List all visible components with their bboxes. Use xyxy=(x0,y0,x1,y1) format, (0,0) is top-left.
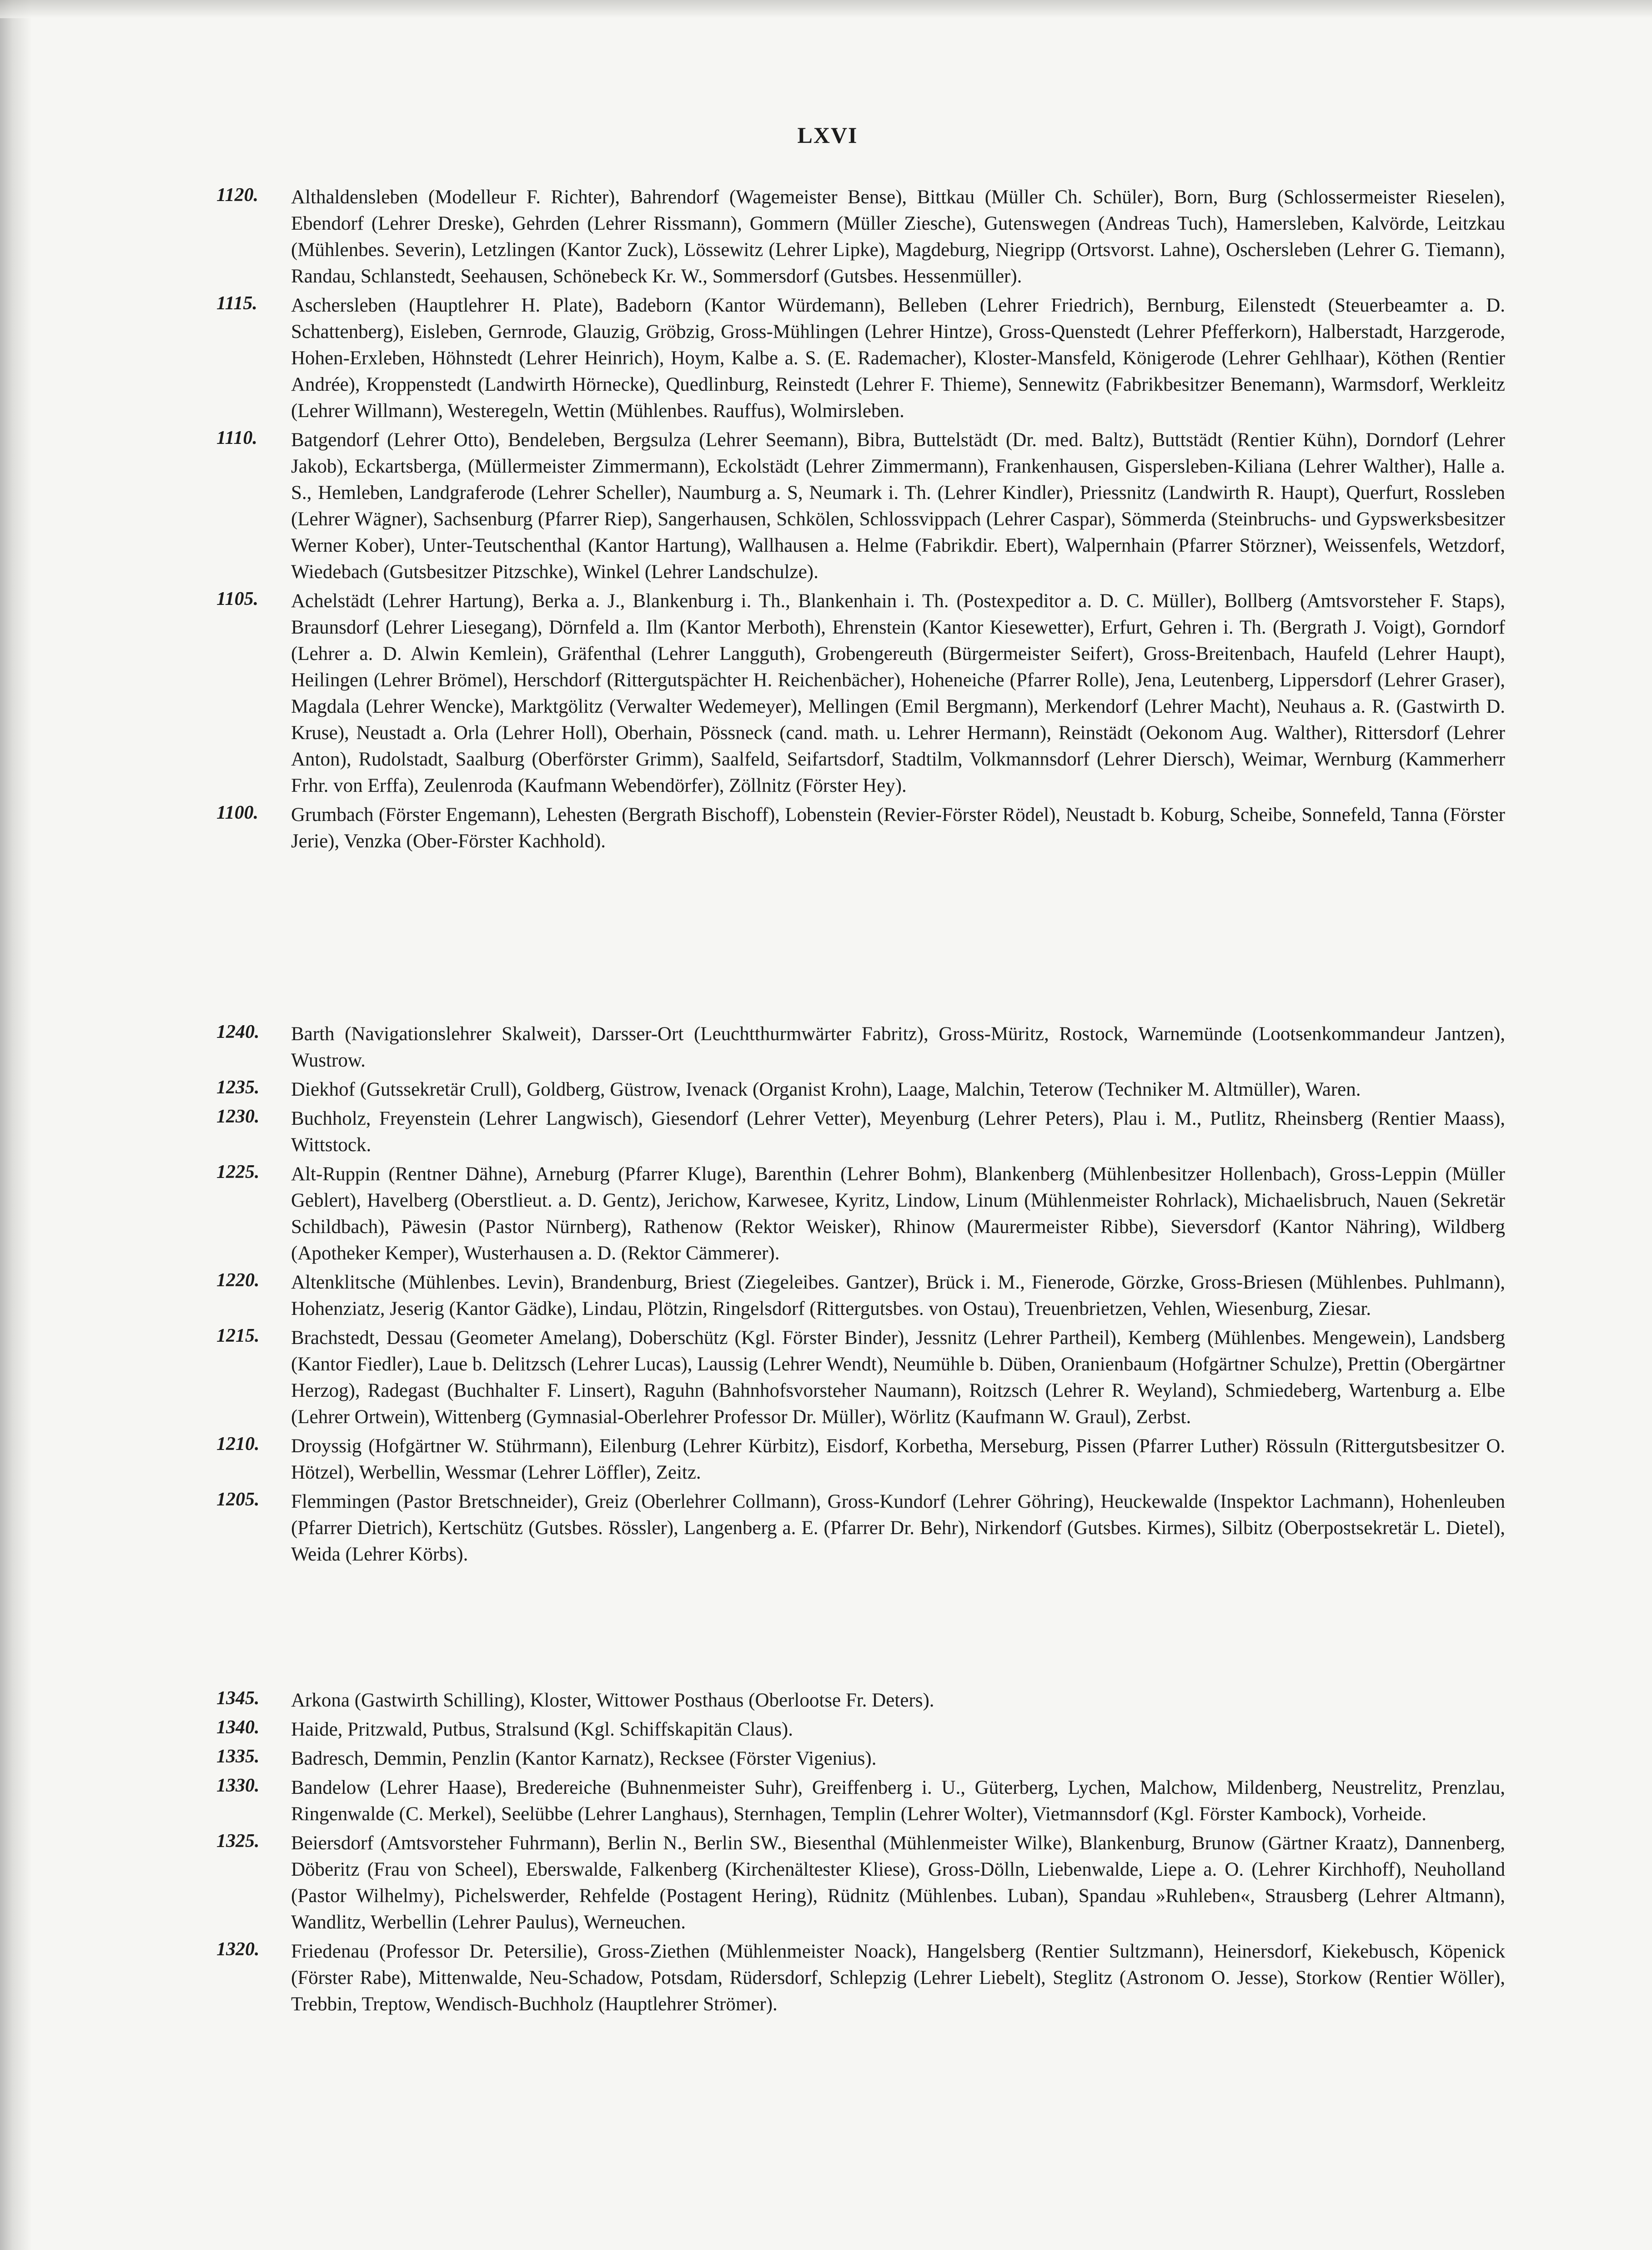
list-entry xyxy=(216,184,1505,290)
list-entry xyxy=(216,1775,1505,1827)
entry-text: Althaldensleben (Modelleur F. Richter), Bahrendorf (Wagemeister Bense), Bittkau (Müller Ch. Schüler), Born, Burg (Schlossermeister Rieselen), Ebendorf (Lehrer Dreske), Gehrden (Lehrer Rissmann), Gommern (Müller Ziesche), Gutenswegen (Andreas Tuch), Hamersleben, Kalvörde, Leitzkau (Mühlenbes. Severin), Letzlingen (Kantor Zuck), Lössewitz (Lehrer Lipke), Magdeburg, Niegripp (Ortsvorst. Lahne), Oschersleben (Lehrer G. Tiemann), Randau, Schlanstedt, Seehausen, Schönebeck Kr. W., Sommersdorf (Gutsbes. Hessenmüller). xyxy=(291,186,1505,287)
list-entry xyxy=(216,1077,1505,1103)
entry-text: Flemmingen (Pastor Bretschneider), Greiz (Oberlehrer Collmann), Gross-Kundorf (Lehrer Göhring), Heuckewalde (Inspektor Lachmann), Hohenleuben (Pfarrer Dietrich), Kertschütz (Gutsbes. Rössler), Langenberg a. E. (Pfarrer Dr. Behr), Nirkendorf (Gutsbes. Kirmes), Silbitz (Oberpostsekretär L. Dietel), Weida (Lehrer Körbs). xyxy=(291,1491,1505,1565)
section-block xyxy=(216,1021,1505,1570)
list-entry xyxy=(216,1716,1505,1743)
entry-number: 1230. xyxy=(216,1106,260,1127)
entry-text: Brachstedt, Dessau (Geometer Amelang), Doberschütz (Kgl. Förster Binder), Jessnitz (Lehrer Partheil), Kemberg (Mühlenbes. Mengewein), Landsberg (Kantor Fiedler), Laue b. Delitzsch (Lehrer Lucas), Laussig (Lehrer Wendt), Neumühle b. Düben, Oranienbaum (Hofgärtner Schulze), Prettin (Obergärtner Herzog), Radegast (Buchhalter F. Linsert), Raguhn (Bahnhofsvorsteher Naumann), Roitzsch (Lehrer R. Weyland), Schmiedeberg, Wartenburg a. Elbe (Lehrer Ortwein), Wittenberg (Gymnasial-Oberlehrer Professor Dr. Müller), Wörlitz (Kaufmann W. Graul), Zerbst. xyxy=(291,1327,1505,1428)
entry-text: Aschersleben (Hauptlehrer H. Plate), Badeborn (Kantor Würdemann), Belleben (Lehrer Friedrich), Bernburg, Eilenstedt (Steuerbeamter a. D. Schattenberg), Eisleben, Gernrode, Glauzig, Gröbzig, Gross-Mühlingen (Lehrer Hintze), Gross-Quenstedt (Lehrer Pfefferkorn), Halberstadt, Harzgerode, Hohen-Erxleben, Höhnstedt (Lehrer Heinrich), Hoym, Kalbe a. S. (E. Rademacher), Kloster-Mansfeld, Königerode (Lehrer Gehlhaar), Köthen (Rentier Andrée), Kroppenstedt (Landwirth Hörnecke), Quedlinburg, Reinstedt (Lehrer F. Thieme), Sennewitz (Fabrikbesitzer Benemann), Warmsdorf, Werkleitz (Lehrer Willmann), Westeregeln, Wettin (Mühlenbes. Rauffus), Wolmirsleben. xyxy=(291,295,1505,422)
entry-number: 1330. xyxy=(216,1775,260,1796)
list-entry xyxy=(216,1325,1505,1430)
entry-number: 1235. xyxy=(216,1077,260,1098)
entry-text: Altenklitsche (Mühlenbes. Levin), Brandenburg, Briest (Ziegeleibes. Gantzer), Brück i. M., Fienerode, Görzke, Gross-Briesen (Mühlenbes. Puhlmann), Hohenziatz, Jeserig (Kantor Gädke), Lindau, Plötzin, Ringelsdorf (Rittergutsbes. von Ostau), Treuenbrietzen, Vehlen, Wiesenburg, Ziesar. xyxy=(291,1272,1505,1319)
entry-text: Buchholz, Freyenstein (Lehrer Langwisch), Giesendorf (Lehrer Vetter), Meyenburg (Lehrer Peters), Plau i. M., Putlitz, Rheinsberg (Rentier Maass), Wittstock. xyxy=(291,1108,1505,1156)
page-edge-shadow xyxy=(0,0,32,2250)
entry-text: Barth (Navigationslehrer Skalweit), Darsser-Ort (Leuchtthurmwärter Fabritz), Gross-Müritz, Rostock, Warnemünde (Lootsenkommandeur Jantzen), Wustrow. xyxy=(291,1023,1505,1071)
page-top-shadow xyxy=(0,0,1652,18)
entry-number: 1105. xyxy=(216,589,259,609)
entry-text: Arkona (Gastwirth Schilling), Kloster, Wittower Posthaus (Oberlootse Fr. Deters). xyxy=(291,1690,934,1711)
entry-number: 1220. xyxy=(216,1270,260,1291)
list-entry xyxy=(216,1830,1505,1936)
list-entry xyxy=(216,1489,1505,1568)
entry-text: Droyssig (Hofgärtner W. Stührmann), Eilenburg (Lehrer Kürbitz), Eisdorf, Korbetha, Merseburg, Pissen (Pfarrer Luther) Rössuln (Rittergutsbesitzer O. Hötzel), Werbellin, Wessmar (Lehrer Löffler), Zeitz. xyxy=(291,1435,1505,1483)
list-entry xyxy=(216,1161,1505,1267)
entry-text: Grumbach (Förster Engemann), Lehesten (Bergrath Bischoff), Lobenstein (Revier-Förster Rödel), Neustadt b. Koburg, Scheibe, Sonnefeld, Tanna (Förster Jerie), Venzka (Ober-Förster Kachhold). xyxy=(291,804,1505,852)
list-entry xyxy=(216,1746,1505,1772)
entry-text: Alt-Ruppin (Rentner Dähne), Arneburg (Pfarrer Kluge), Barenthin (Lehrer Bohm), Blankenberg (Mühlenbesitzer Hollenbach), Gross-Leppin (Müller Geblert), Havelberg (Oberstlieut. a. D. Gentz), Jerichow, Karwesee, Kyritz, Lindow, Linum (Mühlenmeister Rohrlack), Michaelisbruch, Nauen (Sekretär Schildbach), Päwesin (Pastor Nürnberg), Rathenow (Rektor Weisker), Rhinow (Maurermeister Ribbe), Sieversdorf (Kantor Nähring), Wildberg (Apotheker Kemper), Wusterhausen a. D. (Rektor Cämmerer). xyxy=(291,1163,1505,1264)
entry-number: 1335. xyxy=(216,1746,260,1767)
entry-text: Diekhof (Gutssekretär Crull), Goldberg, Güstrow, Ivenack (Organist Krohn), Laage, Malchin, Teterow (Techniker M. Altmüller), Waren. xyxy=(291,1079,1361,1100)
entry-text: Haide, Pritzwald, Putbus, Stralsund (Kgl. Schiffskapitän Claus). xyxy=(291,1719,793,1740)
list-entry xyxy=(216,1269,1505,1322)
entry-number: 1325. xyxy=(216,1831,260,1852)
entry-number: 1205. xyxy=(216,1489,260,1510)
entry-text: Beiersdorf (Amtsvorsteher Fuhrmann), Berlin N., Berlin SW., Biesenthal (Mühlenmeister Wilke), Blankenburg, Brunow (Gärtner Kraatz), Dannenberg, Döberitz (Frau von Scheel), Eberswalde, Falkenberg (Kirchenältester Kliese), Gross-Dölln, Liebenwalde, Liepe a. O. (Lehrer Kirchhoff), Neuholland (Pastor Wilhelmy), Pichelswerder, Rehfelde (Postagent Hering), Rüdnitz (Mühlenbes. Luban), Spandau »Ruhleben«, Strausberg (Lehrer Altmann), Wandlitz, Werbellin (Lehrer Paulus), Werneuchen. xyxy=(291,1832,1505,1933)
entry-number: 1215. xyxy=(216,1325,260,1346)
entry-number: 1320. xyxy=(216,1939,260,1960)
entry-number: 1115. xyxy=(216,293,257,314)
list-entry xyxy=(216,802,1505,855)
entry-number: 1240. xyxy=(216,1022,260,1042)
list-entry xyxy=(216,1021,1505,1074)
list-entry xyxy=(216,427,1505,585)
entry-text: Achelstädt (Lehrer Hartung), Berka a. J., Blankenburg i. Th., Blankenhain i. Th. (Postexpeditor a. D. C. Müller), Bollberg (Amtsvorsteher F. Staps), Braunsdorf (Lehrer Liesegang), Dörnfeld a. Ilm (Kantor Merboth), Ehrenstein (Kantor Kiesewetter), Erfurt, Gehren i. Th. (Bergrath J. Voigt), Gorndorf (Lehrer a. D. Alwin Kemlein), Gräfenthal (Lehrer Langguth), Grobengereuth (Bürgermeister Seifert), Gross-Breitenbach, Haufeld (Lehrer Haupt), Heilingen (Lehrer Brömel), Herschdorf (Rittergutspächter H. Reichenbächer), Hoheneiche (Pfarrer Rolle), Jena, Leutenberg, Lippersdorf (Lehrer Graser), Magdala (Lehrer Wencke), Marktgölitz (Verwalter Wedemeyer), Mellingen (Emil Bergmann), Merkendorf (Lehrer Macht), Neuhaus a. R. (Gastwirth D. Kruse), Neustadt a. Orla (Lehrer Holl), Oberhain, Pössneck (cand. math. u. Lehrer Hermann), Reinstädt (Oekonom Aug. Walther), Rittersdorf (Lehrer Anton), Rudolstadt, Saalburg (Oberförster Grimm), Saalfeld, Seifartsdorf, Stadtilm, Volkmannsdorf (Lehrer Diersch), Weimar, Wernburg (Kammerherr Frhr. von Erffa), Zeulenroda (Kaufmann Webendörfer), Zöllnitz (Förster Hey). xyxy=(291,590,1505,796)
section-block xyxy=(216,184,1505,857)
entry-number: 1340. xyxy=(216,1717,260,1738)
entry-text: Badresch, Demmin, Penzlin (Kantor Karnatz), Recksee (Förster Vigenius). xyxy=(291,1748,877,1769)
entry-number: 1225. xyxy=(216,1162,260,1183)
page-number: LXVI xyxy=(797,122,858,148)
list-entry xyxy=(216,588,1505,799)
list-entry xyxy=(216,1938,1505,2018)
entry-number: 1120. xyxy=(216,185,259,206)
list-entry xyxy=(216,292,1505,424)
list-entry xyxy=(216,1687,1505,1714)
entry-text: Bandelow (Lehrer Haase), Bredereiche (Buhnenmeister Suhr), Greiffenberg i. U., Güterberg, Lychen, Malchow, Mildenberg, Neustrelitz, Prenzlau, Ringenwalde (C. Merkel), Seelübbe (Lehrer Langhaus), Sternhagen, Templin (Lehrer Wolter), Vietmannsdorf (Kgl. Förster Kambock), Vorheide. xyxy=(291,1777,1505,1825)
entry-number: 1345. xyxy=(216,1688,260,1709)
list-entry xyxy=(216,1433,1505,1486)
entry-text: Friedenau (Professor Dr. Petersilie), Gross-Ziethen (Mühlenmeister Noack), Hangelsberg (Rentier Sultzmann), Heinersdorf, Kiekebusch, Köpenick (Förster Rabe), Mittenwalde, Neu-Schadow, Potsdam, Rüdersdorf, Schlepzig (Lehrer Liebelt), Steglitz (Astronom O. Jesse), Storkow (Rentier Wöller), Trebbin, Treptow, Wendisch-Buchholz (Hauptlehrer Strömer). xyxy=(291,1941,1505,2015)
list-entry xyxy=(216,1106,1505,1158)
entry-text: Batgendorf (Lehrer Otto), Bendeleben, Bergsulza (Lehrer Seemann), Bibra, Buttelstädt (Dr. med. Baltz), Buttstädt (Rentier Kühn), Dorndorf (Lehrer Jakob), Eckartsberga, (Müllermeister Zimmermann), Eckolstädt (Lehrer Zimmermann), Frankenhausen, Gispersleben-Kiliana (Lehrer Walther), Halle a. S., Hemleben, Landgraferode (Lehrer Scheller), Naumburg a. S, Neumark i. Th. (Lehrer Kindler), Priessnitz (Landwirth R. Haupt), Querfurt, Rossleben (Lehrer Wägner), Sachsenburg (Pfarrer Riep), Sangerhausen, Schkölen, Schlossvippach (Lehrer Caspar), Sömmerda (Steinbruchs- und Gypswerksbesitzer Werner Kober), Unter-Teutschenthal (Kantor Hartung), Wallhausen a. Helme (Fabrikdir. Ebert), Walpernhain (Pfarrer Störzner), Weissenfels, Wetzdorf, Wiedebach (Gutsbesitzer Pitzschke), Winkel (Lehrer Landschulze). xyxy=(291,429,1505,583)
entry-number: 1110. xyxy=(216,428,257,448)
entry-number: 1210. xyxy=(216,1434,260,1455)
section-block xyxy=(216,1687,1505,2020)
entry-number: 1100. xyxy=(216,802,259,823)
